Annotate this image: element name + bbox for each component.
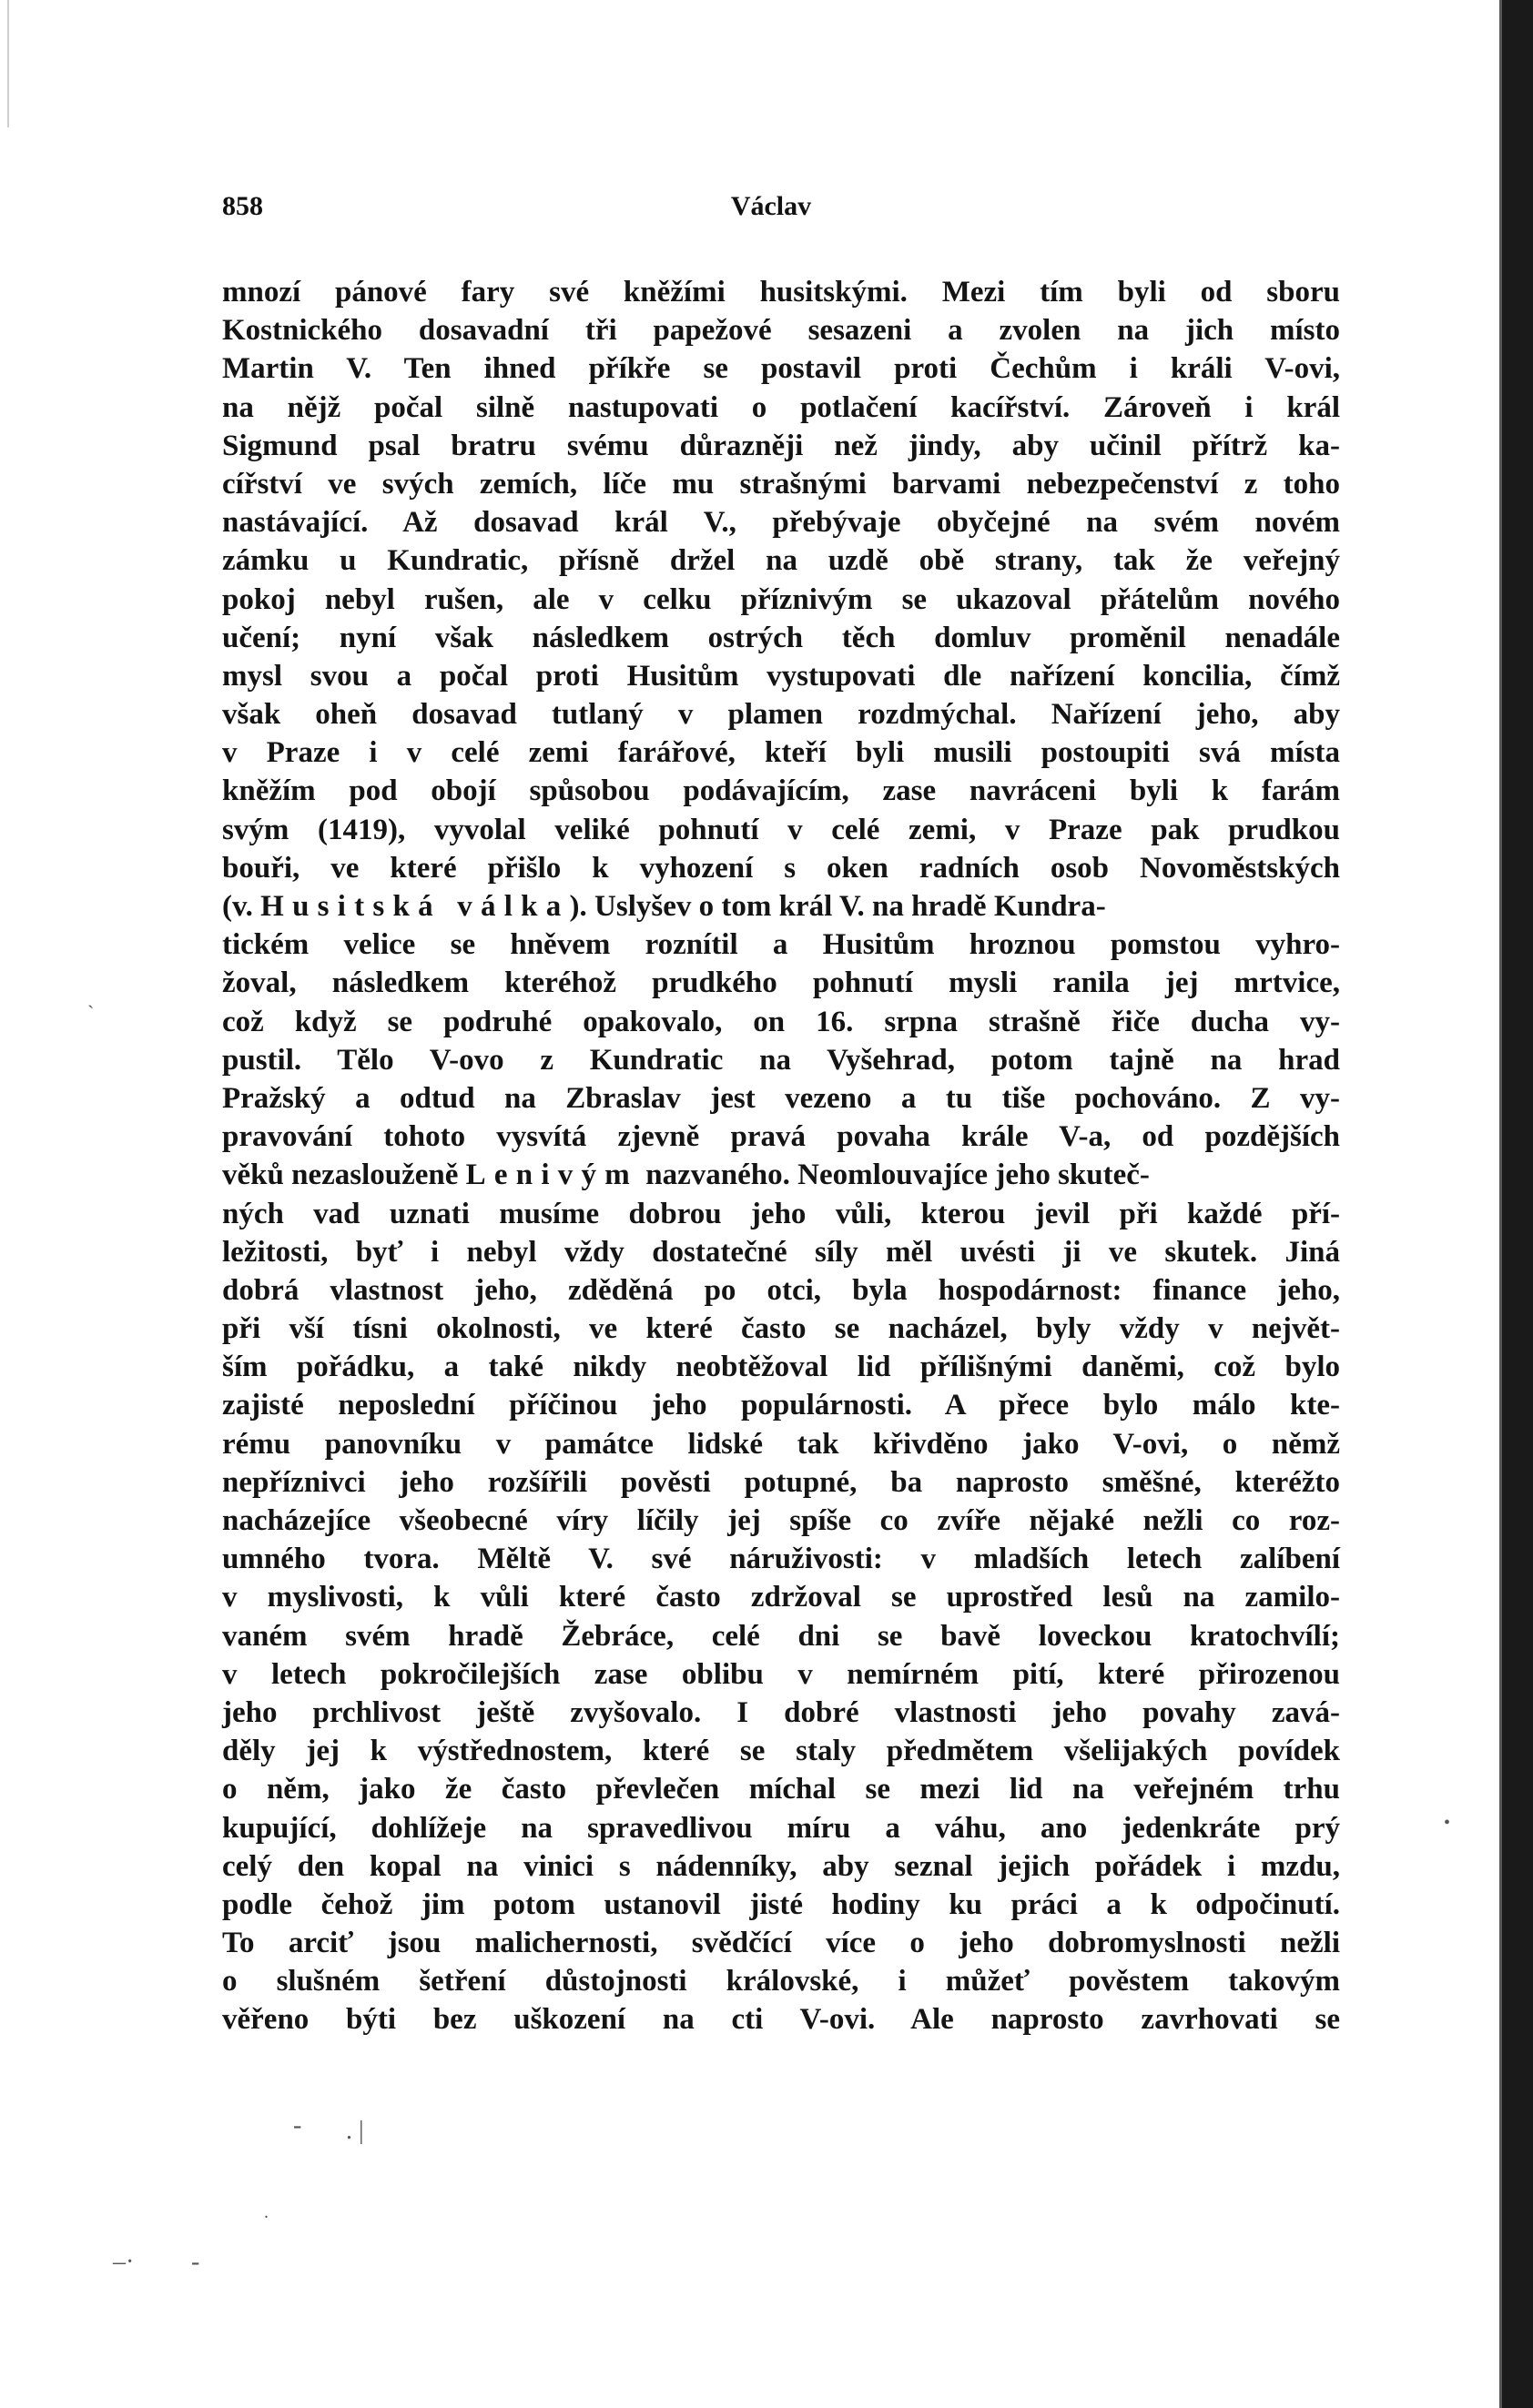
text-line: v letech pokročilejších zase oblibu v nemírném pití, které přirozenou bbox=[222, 1657, 1340, 1691]
text-line: dobrá vlastnost jeho, zděděná po otci, byla hospodárnost: finance jeho, bbox=[222, 1273, 1340, 1307]
text-line: však oheň dosavad tutlaný v plamen rozdmýchal. Nařízení jeho, aby bbox=[222, 698, 1340, 732]
body-text bbox=[222, 273, 1340, 2039]
text-line: nastávající. Až dosavad král V., přebývaje obyčejné na svém novém bbox=[222, 506, 1340, 540]
stray-mark: ` bbox=[87, 1001, 95, 1024]
text-line: jeho prchlivost ještě zvyšovalo. I dobré vlastnosti jeho povahy zavá- bbox=[222, 1695, 1340, 1729]
text-line: Sigmund psal bratru svému důrazněji než jindy, aby učinil přítrž ka- bbox=[222, 429, 1340, 462]
stray-mark: . | bbox=[346, 2117, 364, 2145]
text-line: nacházejíce všeobecné víry líčily jej spíše co zvíře nějaké nežli co roz- bbox=[222, 1504, 1340, 1537]
text-line: Pražský a odtud na Zbraslav jest vezeno a tu tiše pochováno. Z vy- bbox=[222, 1081, 1340, 1115]
stray-mark: • bbox=[1444, 1813, 1451, 1833]
text-line: svým (1419), vyvolal veliké pohnutí v celé zemi, v Praze pak prudkou bbox=[222, 813, 1340, 846]
text-line bbox=[222, 1156, 1340, 1194]
text-line: umného tvora. Měltě V. své náruživosti: v mladších letech zalíbení bbox=[222, 1543, 1340, 1576]
text-line: věřeno býti bez uškození na cti V-ovi. Ale naprosto zavrhovati se bbox=[222, 2003, 1340, 2037]
stray-mark: –· bbox=[113, 2248, 135, 2276]
text-line: rému panovníku v památce lidské tak křivděno jako V-ovi, o němž bbox=[222, 1427, 1340, 1461]
text-line: bouři, ve které přišlo k vyhození s oken radních osob Novoměstských bbox=[222, 851, 1340, 885]
scan-edge-strip bbox=[1502, 0, 1533, 2408]
text-line: o něm, jako že často převlečen míchal se mezi lid na veřejném trhu bbox=[222, 1773, 1340, 1806]
text-line: zajisté neposlední příčinou jeho populárnosti. A přece bylo málo kte- bbox=[222, 1389, 1340, 1422]
text-line: kupující, dohlížeje na spravedlivou míru a váhu, ano jedenkráte prý bbox=[222, 1811, 1340, 1845]
text-line: To arciť jsou malichernosti, svědčící více o jeho dobromyslnosti nežli bbox=[222, 1927, 1340, 1960]
text-line: pravování tohoto vysvítá zjevně pravá povaha krále V-a, od pozdějších bbox=[222, 1120, 1340, 1154]
stray-mark: . bbox=[264, 2202, 269, 2222]
text-line: pokoj nebyl rušen, ale v celku příznivým se ukazoval přátelům nového bbox=[222, 582, 1340, 616]
running-head: Václav bbox=[730, 191, 812, 221]
text-line: celý den kopal na vinici s nádenníky, aby seznal jejich pořádek i mzdu, bbox=[222, 1849, 1340, 1883]
page-number: 858 bbox=[222, 191, 263, 221]
text-line: kněžím pod obojí spůsobou podávajícím, zase navráceni byli k farám bbox=[222, 774, 1340, 808]
text-line: při vší tísni okolnosti, ve které často se nacházel, byly vždy v největ- bbox=[222, 1312, 1340, 1346]
text-line: o slušném šetření důstojnosti královské, i můžeť pověstem takovým bbox=[222, 1965, 1340, 1998]
text-line: v Praze i v celé zemi farářové, kteří byli musili postoupiti svá místa bbox=[222, 736, 1340, 770]
text-line: ším pořádku, a také nikdy neobtěžoval lid přílišnými daněmi, což bylo bbox=[222, 1351, 1340, 1384]
text-line: mysl svou a počal proti Husitům vystupovati dle nařízení koncilia, čímž bbox=[222, 659, 1340, 693]
text-line bbox=[222, 887, 1340, 926]
text-line: nepříznivci jeho rozšířili pověsti potupné, ba naprosto směšné, kteréžto bbox=[222, 1465, 1340, 1499]
text-line: tickém velice se hněvem roznítil a Husitům hroznou pomstou vyhro- bbox=[222, 928, 1340, 962]
emphasized-word: Lenivým bbox=[465, 1158, 639, 1192]
text-line: učení; nyní však následkem ostrých těch domluv proměnil nenadále bbox=[222, 621, 1340, 654]
cross-reference: Husitská válka bbox=[260, 890, 570, 923]
text-line: Kostnického dosavadní tři papežové sesazeni a zvolen na jich místo bbox=[222, 314, 1340, 348]
text-line: žoval, následkem kteréhož prudkého pohnutí mysli ranila jej mrtvice, bbox=[222, 966, 1340, 1000]
stray-mark: - bbox=[191, 2248, 200, 2276]
stray-mark: - bbox=[293, 2111, 302, 2140]
text-line: vaném svém hradě Žebráce, celé dni se bavě loveckou kratochvílí; bbox=[222, 1619, 1340, 1653]
text-segment: nazvaného. Neomlouvajíce jeho skuteč- bbox=[638, 1158, 1150, 1192]
text-line: Martin V. Ten ihned příkře se postavil proti Čechům i králi V-ovi, bbox=[222, 352, 1340, 386]
text-line: cířství ve svých zemích, líče mu strašnými barvami nebezpečenství z toho bbox=[222, 467, 1340, 501]
text-line: děly jej k výstřednostem, které se staly předmětem všelijakých povídek bbox=[222, 1735, 1340, 1768]
text-line: ných vad uznati musíme dobrou jeho vůli, kterou jevil při každé pří- bbox=[222, 1197, 1340, 1230]
text-segment: ). Uslyšev o tom král V. na hradě Kundra- bbox=[569, 890, 1106, 923]
text-line: zámku u Kundratic, přísně držel na uzdě obě strany, tak že veřejný bbox=[222, 544, 1340, 578]
text-segment: (v. bbox=[222, 890, 261, 923]
text-segment: věků nezaslouženě bbox=[222, 1158, 466, 1192]
scan-margin-line bbox=[7, 0, 9, 127]
text-line: podle čehož jim potom ustanovil jisté hodiny ku práci a k odpočinutí. bbox=[222, 1887, 1340, 1921]
text-line: na nějž počal silně nastupovati o potlačení kacířství. Zároveň i král bbox=[222, 390, 1340, 424]
text-line: v myslivosti, k vůli které často zdržoval se uprostřed lesů na zamilo- bbox=[222, 1581, 1340, 1614]
text-line: ležitosti, byť i nebyl vždy dostatečné síly měl uvésti ji ve skutek. Jiná bbox=[222, 1235, 1340, 1269]
text-line: což když se podruhé opakovalo, on 16. srpna strašně řiče ducha vy- bbox=[222, 1005, 1340, 1038]
text-line: mnozí pánové fary své kněžími husitskými. Mezi tím byli od sboru bbox=[222, 276, 1340, 309]
text-line: pustil. Tělo V-ovo z Kundratic na Vyšehrad, potom tajně na hrad bbox=[222, 1043, 1340, 1077]
